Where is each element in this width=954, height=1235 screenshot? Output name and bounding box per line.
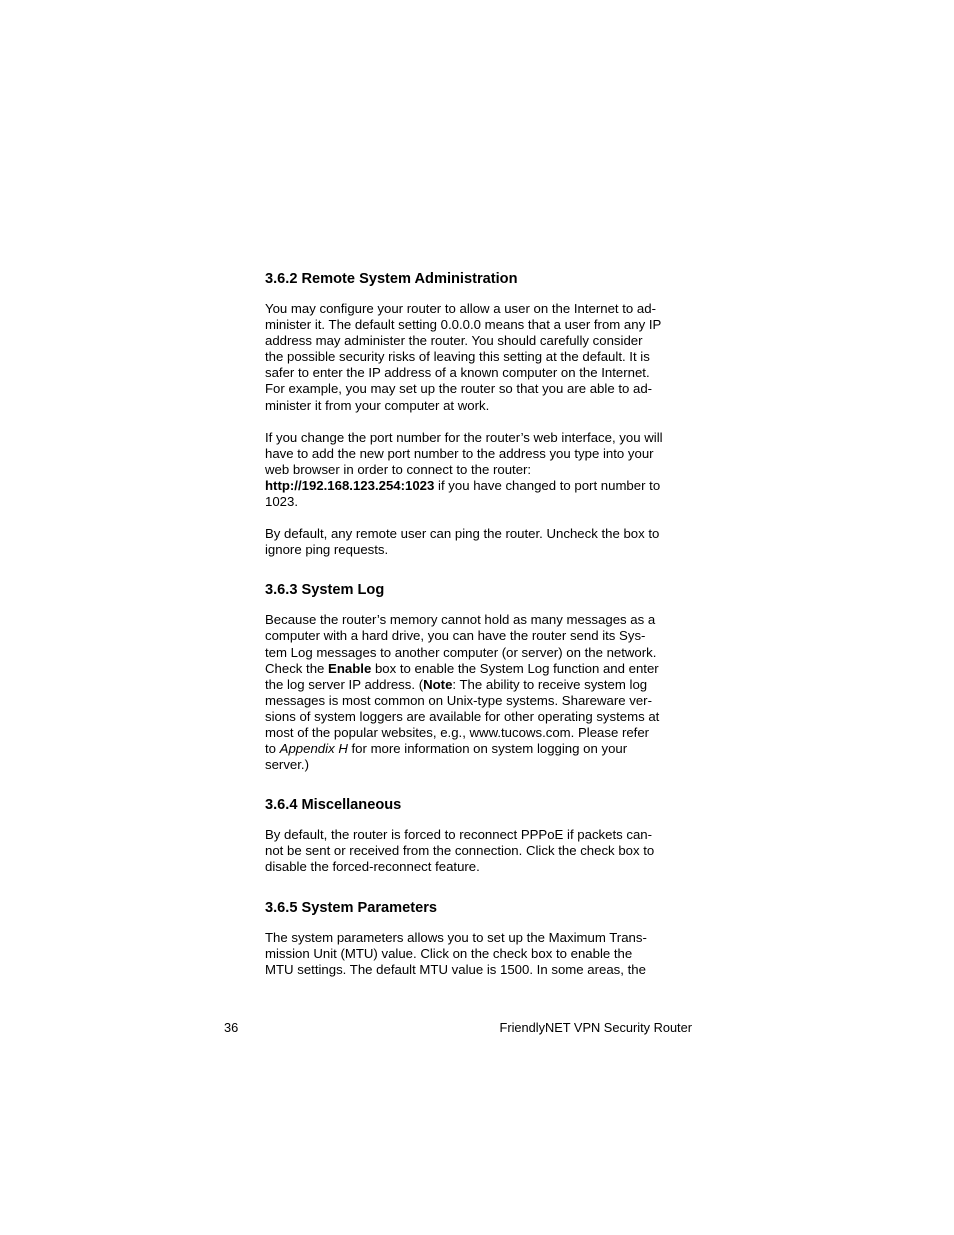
system-log-text-a: Because the router’s memory cannot hold as many messages as a computer with a hard drive, you can have the router send its Sys- tem Log messages to another computer (or server) on the network. Check the [265,612,657,676]
heading-remote-admin: 3.6.2 Remote System Administration [265,271,518,287]
page-number: 36 [224,1020,239,1035]
paragraph-miscellaneous: By default, the router is forced to reconnect PPPoE if packets can- not be sent or received from the connection. Click the check box to disable the forced-reconnect feature. [265,827,655,875]
paragraph-system-log [265,612,695,773]
port-number-text: If you change the port number for the router’s web interface, you will have to add the new port number to the address you type into your web browser in order to connect to the router: [265,429,663,477]
appendix-reference: Appendix H [279,741,348,757]
heading-miscellaneous: 3.6.4 Miscellaneous [265,797,402,814]
paragraph-remote-admin-intro: You may configure your router to allow a user on the Internet to ad- minister it. The default setting 0.0.0.0 means that a user from any IP address may administer the router. You should carefully consider the possible security risks of leaving this setting at the default. It is safer to enter the IP address of a known computer on the Internet. For example, you may set up the router so that you are able to ad- minister it from your computer at work. [265,301,662,413]
paragraph-ping: By default, any remote user can ping the router. Uncheck the box to ignore ping requests. [265,526,660,558]
paragraph-port-number [265,430,695,510]
footer-title: FriendlyNET VPN Security Router [499,1020,692,1035]
system-log-text-d: for more information on system logging on your server.) [265,741,628,773]
enable-term: Enable [328,660,372,676]
heading-system-parameters: 3.6.5 System Parameters [265,899,437,916]
heading-system-log: 3.6.3 System Log [265,582,385,599]
paragraph-system-parameters: The system parameters allows you to set up the Maximum Trans- mission Unit (MTU) value. Click on the check box to enable the MTU settings. The default MTU value is 1500. In some areas, the [265,929,647,977]
example-url: http://192.168.123.254:1023 [265,477,435,493]
port-number-tail: if you have changed to port number to 1023. [265,477,661,510]
page-body [265,269,695,978]
system-log-text-c: : The ability to receive system log messages is most common on Unix-type systems. Shareware ver- sions of system loggers are available for other operating systems at most of the popular websites, e.g., www.tucows.com. Please refer to [265,676,660,757]
system-log-text-b: box to enable the System Log function and enter the log server IP address. ( [265,660,659,692]
note-term: Note [423,676,453,692]
